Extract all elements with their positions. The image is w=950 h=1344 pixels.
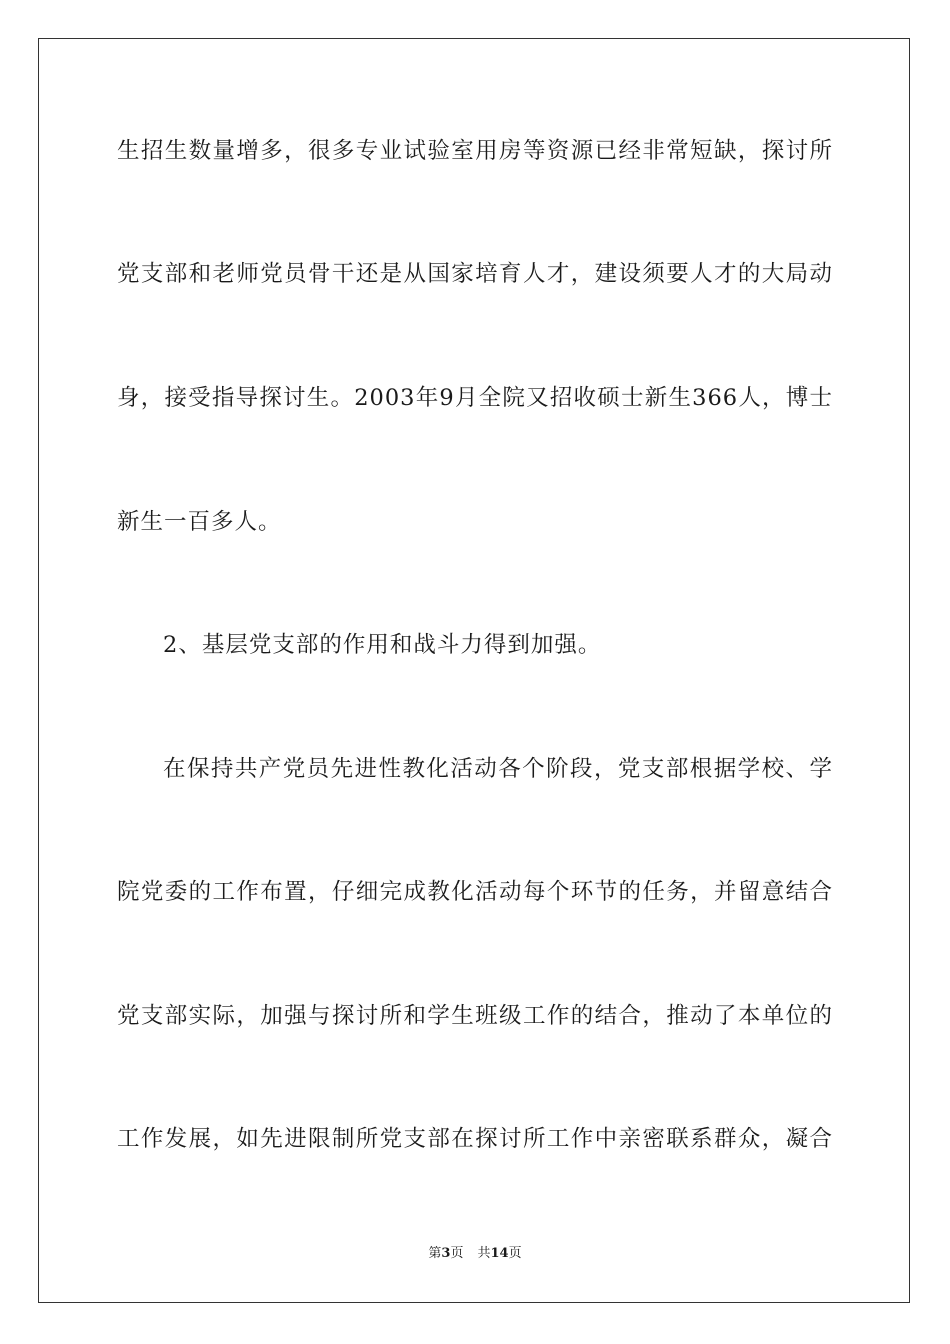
total-suffix: 页: [508, 1246, 522, 1261]
section-heading: 2、基层党支部的作用和战斗力得到加强。: [163, 632, 602, 658]
body-text-line: 身，接受指导探讨生。2003年9月全院又招收硕士新生366人，博士: [117, 385, 833, 411]
page-border: [38, 38, 910, 1303]
body-text-line: 党支部实际，加强与探讨所和学生班级工作的结合，推动了本单位的: [117, 1003, 833, 1029]
body-text-line: 新生一百多人。: [117, 509, 282, 535]
page-prefix: 第: [428, 1246, 442, 1261]
page-number: 3: [441, 1246, 451, 1261]
page-footer: [0, 1244, 950, 1264]
page-suffix: 页: [450, 1246, 464, 1261]
body-text-line: 生招生数量增多，很多专业试验室用房等资源已经非常短缺，探讨所: [117, 138, 833, 164]
body-text-line: 工作发展，如先进限制所党支部在探讨所工作中亲密联系群众，凝合: [117, 1126, 833, 1152]
body-text-line: 党支部和老师党员骨干还是从国家培育人才，建设须要人才的大局动: [117, 261, 833, 287]
total-prefix: 共: [477, 1246, 491, 1261]
body-text-line: 院党委的工作布置，仔细完成教化活动每个环节的任务，并留意结合: [117, 879, 833, 905]
body-text-line: 在保持共产党员先进性教化活动各个阶段，党支部根据学校、学: [163, 756, 833, 782]
total-pages: 14: [490, 1246, 509, 1261]
